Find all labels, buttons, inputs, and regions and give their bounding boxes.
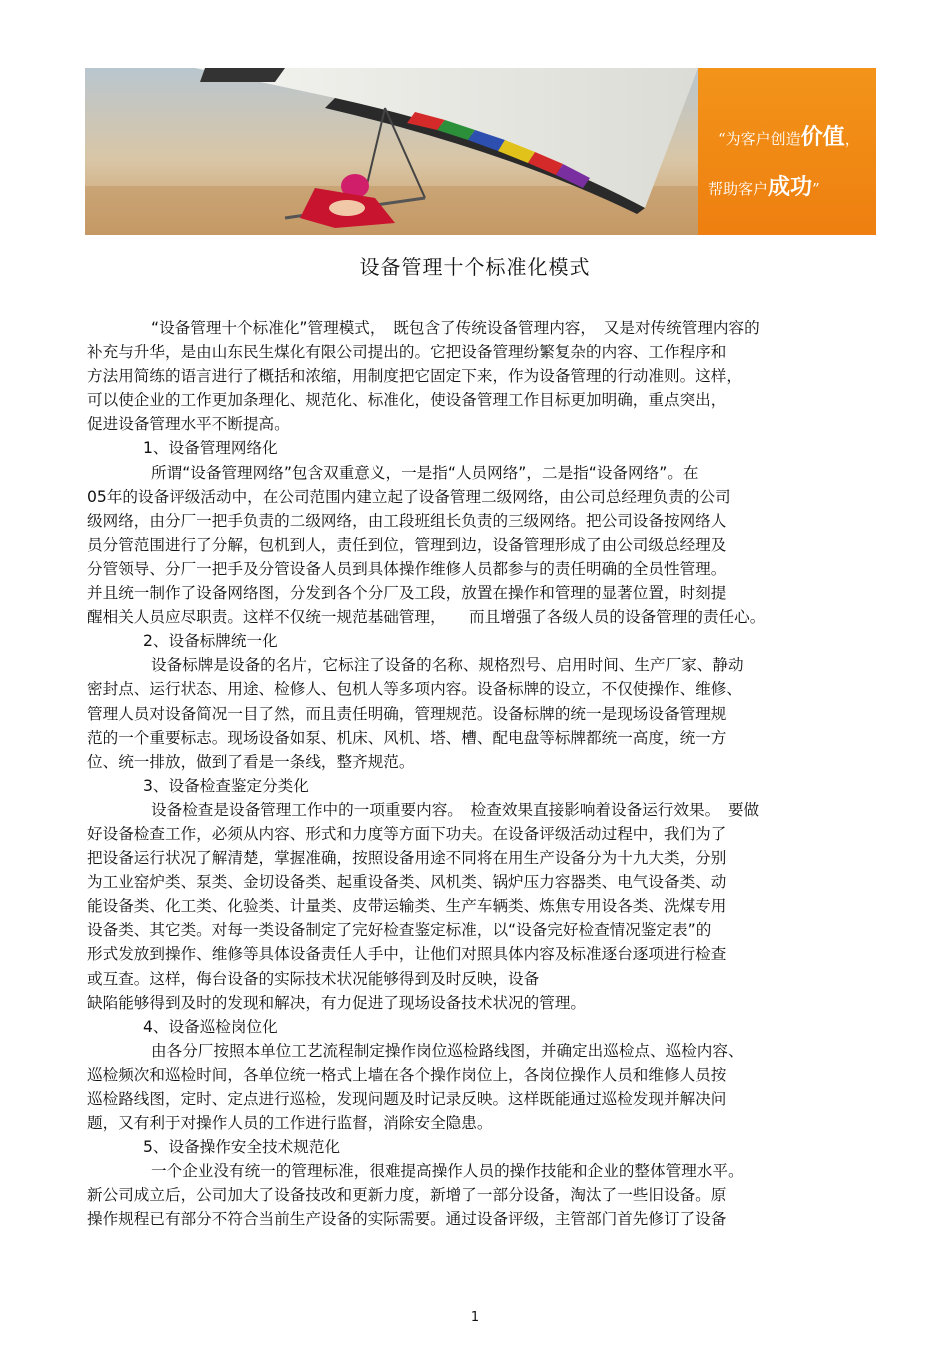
paragraph-line: 缺陷能够得到及时的发现和解决，有力促进了现场设备技术状况的管理。 <box>87 993 587 1012</box>
paragraph-line: 05年的设备评级活动中，在公司范围内建立起了设备管理二级网络，由公司总经理负责的公司 <box>87 487 731 506</box>
paragraph-line: 所谓“设备管理网络”包含双重意义，一是指“人员网络”，二是指“设备网络”。在 <box>151 463 699 482</box>
paragraph-line: 方法用简练的语言进行了概括和浓缩，用制度把它固定下来，作为设备管理的行动准则。这样， <box>87 367 742 386</box>
paragraph-line: 形式发放到操作、维修等具体设备责任人手中，让他们对照具体内容及标准逐台逐项进行检查 <box>87 945 727 964</box>
paragraph-line: 密封点、运行状态、用途、检修人、包机人等多项内容。设备标牌的设立，不仅使操作、维修、 <box>87 680 742 699</box>
paragraph-line: 好设备检查工作，必须从内容、形式和力度等方面下功夫。在设备评级活动过程中，我们为了 <box>87 824 727 843</box>
hang-glider-photo <box>85 68 698 235</box>
paragraph-line: 一个企业没有统一的管理标准，很难提高操作人员的操作技能和企业的整体管理水平。 <box>151 1162 744 1181</box>
slogan-line-1-highlight: 价值 <box>800 124 845 150</box>
section-heading: 4、设备巡检岗位化 <box>143 1017 278 1036</box>
paragraph-line: 设备检查是设备管理工作中的一项重要内容。 检查效果直接影响着设备运行效果。 要做 <box>151 800 760 819</box>
paragraph-line: 管理人员对设备简况一目了然，而且责任明确，管理规范。设备标牌的统一是现场设备管理规 <box>87 704 727 723</box>
paragraph-line: 把设备运行状况了解清楚，掌握准确，按照设备用途不同将在用生产设备分为十九大类，分别 <box>87 849 727 868</box>
paragraph-line: 新公司成立后，公司加大了设备技改和更新力度，新增了一部分设备，淘汰了一些旧设备。原 <box>87 1186 727 1205</box>
section-heading: 3、设备检查鉴定分类化 <box>143 776 309 795</box>
document-title: 设备管理十个标准化模式 <box>359 255 591 279</box>
paragraph-line: 级网络，由分厂一把手负责的二级网络，由工段班组长负责的三级网络。把公司设备按网络人 <box>87 511 727 530</box>
paragraph-line: 题，又有利于对操作人员的工作进行监督，消除安全隐患。 <box>87 1114 493 1133</box>
paragraph-line: 并且统一制作了设备网络图，分发到各个分厂及工段，放置在操作和管理的显著位置，时刻提 <box>87 584 727 603</box>
paragraph-line: 醒相关人员应尽职责。这样不仅统一规范基础管理， 而且增强了各级人员的设备管理的责任心。 <box>87 608 766 627</box>
slogan-line-2-suffix: ” <box>812 180 820 198</box>
paragraph-line: 范的一个重要标志。现场设备如泵、机床、风机、塔、槽、配电盘等标牌都统一高度，统一方 <box>87 728 727 747</box>
header-banner <box>85 68 876 235</box>
paragraph-line: 位、统一排放，做到了看是一条线，整齐规范。 <box>87 752 415 771</box>
paragraph-line: 巡检频次和巡检时间，各单位统一格式上墙在各个操作岗位上，各岗位操作人员和维修人员按 <box>87 1065 727 1084</box>
section-heading: 5、设备操作安全技术规范化 <box>143 1138 341 1157</box>
paragraph-line: 操作规程已有部分不符合当前生产设备的实际需要。通过设备评级，主管部门首先修订了设备 <box>87 1210 727 1229</box>
slogan-line-2-highlight: 成功 <box>768 174 813 200</box>
document-body <box>87 316 877 1232</box>
slogan-line-1 <box>718 120 860 151</box>
paragraph-line: 补充与升华，是由山东民生煤化有限公司提出的。它把设备管理纷繁复杂的内容、工作程序和 <box>87 343 727 362</box>
page-number: 1 <box>470 1310 480 1325</box>
paragraph-line: 或互查。这样，侮台设备的实际技术状况能够得到及时反映，设备 <box>87 969 540 988</box>
paragraph-line: 能设备类、化工类、化验类、计量类、皮带运输类、生产车辆类、炼焦专用设各类、洗煤专用 <box>87 897 727 916</box>
paragraph-line: 分管领导、分厂一把手及分管设备人员到具体操作维修人员都参与的责任明确的全员性管理。 <box>87 559 727 578</box>
slogan-line-1-prefix: “为客户创造 <box>718 130 801 148</box>
paragraph-line: 促进设备管理水平不断提高。 <box>87 415 290 434</box>
section-heading: 2、设备标牌统一化 <box>143 632 278 651</box>
paragraph-line: 设备标牌是设备的名片，它标注了设备的名称、规格烈号、启用时间、生产厂家、静动 <box>151 656 744 675</box>
paragraph-line: 员分管范围进行了分解，包机到人，责任到位，管理到边，设备管理形成了由公司级总经理及 <box>87 535 727 554</box>
slogan-line-2 <box>708 170 820 201</box>
paragraph-line: 可以使企业的工作更加条理化、规范化、标准化，使设备管理工作目标更加明确，重点突出， <box>87 391 727 410</box>
slogan-line-1-suffix: ， <box>844 130 860 148</box>
paragraph-line: “设备管理十个标准化”管理模式， 既包含了传统设备管理内容， 又是对传统管理内容的 <box>151 319 760 337</box>
paragraph-line: 巡检路线图，定时、定点进行巡检，发现问题及时记录反映。这样既能通过巡检发现并解决问 <box>87 1090 727 1108</box>
paragraph-line: 由各分厂按照本单位工艺流程制定操作岗位巡检路线图，并确定出巡检点、巡检内容、 <box>151 1041 744 1060</box>
section-heading: 1、设备管理网络化 <box>143 439 278 458</box>
paragraph-line: 为工业窑炉类、泵类、金切设备类、起重设备类、风机类、锅炉压力容器类、电气设备类、动 <box>87 873 727 892</box>
slogan-panel <box>698 68 876 235</box>
slogan-line-2-prefix: 帮助客户 <box>708 180 769 198</box>
paragraph-line: 设备类、其它类。对每一类设备制定了完好检查鉴定标准，以“设备完好检查情况鉴定表”的 <box>87 921 712 940</box>
